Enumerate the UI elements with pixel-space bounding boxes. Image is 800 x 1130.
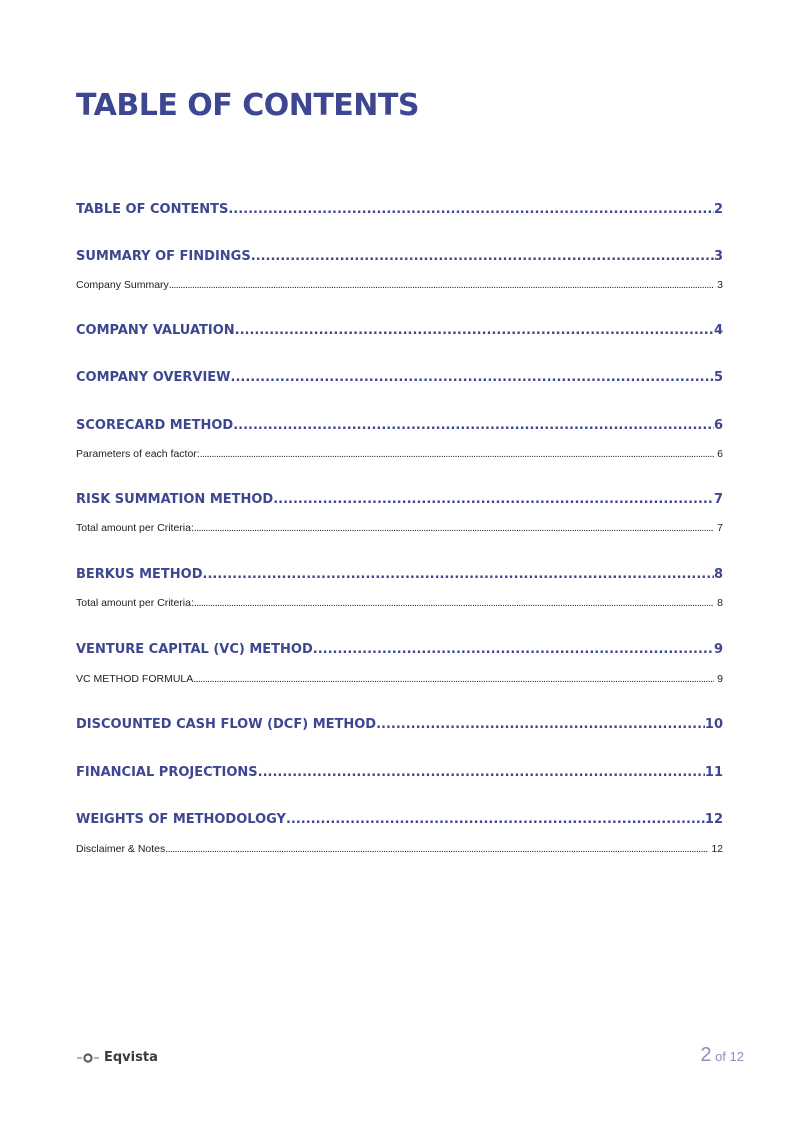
toc-entry-page: 3 bbox=[713, 249, 723, 264]
toc-leader-dots bbox=[251, 249, 714, 264]
toc-entry-label: SUMMARY OF FINDINGS bbox=[76, 249, 251, 264]
toc-leader-dots bbox=[169, 279, 714, 291]
toc-entry-page: 7 bbox=[713, 492, 723, 507]
page-title: TABLE OF CONTENTS bbox=[76, 88, 419, 123]
toc-entry-label: COMPANY VALUATION bbox=[76, 323, 235, 338]
page-number bbox=[700, 1044, 744, 1067]
toc-leader-dots bbox=[200, 448, 714, 460]
eqvista-logo-icon bbox=[77, 1052, 99, 1064]
toc-entry-label: WEIGHTS OF METHODOLOGY bbox=[76, 812, 286, 827]
toc-entry-risk-summation-method[interactable] bbox=[76, 492, 723, 512]
toc-entry-label: FINANCIAL PROJECTIONS bbox=[76, 765, 258, 780]
toc-entry-label: Total amount per Criteria: bbox=[76, 597, 194, 609]
toc-entry-label: Disclaimer & Notes bbox=[76, 843, 166, 855]
toc-entry-page: 2 bbox=[713, 202, 723, 217]
toc-leader-dots bbox=[194, 522, 714, 534]
toc-entry-label: TABLE OF CONTENTS bbox=[76, 202, 229, 217]
toc-entry-page: 10 bbox=[704, 717, 723, 732]
toc-entry-label: Company Summary bbox=[76, 279, 169, 291]
toc-entry-page: 8 bbox=[717, 597, 723, 609]
toc-entry-label: DISCOUNTED CASH FLOW (DCF) METHOD bbox=[76, 717, 377, 732]
toc-entry-page: 5 bbox=[713, 370, 723, 385]
toc-entry-label: BERKUS METHOD bbox=[76, 567, 203, 582]
footer-logo bbox=[77, 1050, 158, 1065]
toc-entry-page: 3 bbox=[717, 279, 723, 291]
toc-entry-page: 12 bbox=[704, 812, 723, 827]
toc-entry-total-amount-per-criteria[interactable] bbox=[76, 597, 723, 613]
toc-entry-label: RISK SUMMATION METHOD bbox=[76, 492, 274, 507]
toc-entry-page: 6 bbox=[713, 418, 723, 433]
toc-entry-summary-of-findings[interactable] bbox=[76, 249, 723, 269]
toc-entry-label: SCORECARD METHOD bbox=[76, 418, 234, 433]
toc-entry-page: 12 bbox=[711, 843, 723, 855]
toc-entry-page: 11 bbox=[704, 765, 723, 780]
toc-entry-weights-of-methodology[interactable] bbox=[76, 812, 723, 832]
toc-entry-page: 4 bbox=[713, 323, 723, 338]
toc-leader-dots bbox=[376, 717, 705, 732]
toc-entry-parameters-of-each-factor[interactable] bbox=[76, 448, 723, 464]
toc-entry-page: 9 bbox=[713, 642, 723, 657]
logo-text: Eqvista bbox=[104, 1050, 158, 1065]
toc-leader-dots bbox=[273, 492, 714, 507]
toc-leader-dots bbox=[258, 765, 705, 780]
toc-leader-dots bbox=[228, 202, 714, 217]
toc-entry-table-of-contents[interactable] bbox=[76, 202, 723, 222]
toc-entry-total-amount-per-criteria[interactable] bbox=[76, 522, 723, 538]
toc-entry-company-overview[interactable] bbox=[76, 370, 723, 390]
toc-entry-page: 8 bbox=[713, 567, 723, 582]
toc-leader-dots bbox=[193, 673, 714, 685]
toc-leader-dots bbox=[286, 812, 705, 827]
toc-leader-dots bbox=[231, 370, 714, 385]
toc-entry-vc-method-formula[interactable] bbox=[76, 673, 723, 689]
toc-entry-page: 6 bbox=[717, 448, 723, 460]
toc-entry-berkus-method[interactable] bbox=[76, 567, 723, 587]
page-number-current: 2 bbox=[700, 1044, 712, 1066]
toc-leader-dots bbox=[165, 843, 708, 855]
toc-entry-company-summary[interactable] bbox=[76, 279, 723, 295]
toc-entry-label: VC METHOD FORMULA bbox=[76, 673, 194, 685]
toc-leader-dots bbox=[313, 642, 714, 657]
toc-leader-dots bbox=[235, 323, 714, 338]
toc-entry-scorecard-method[interactable] bbox=[76, 418, 723, 438]
toc-entry-venture-capital-method[interactable] bbox=[76, 642, 723, 662]
toc-leader-dots bbox=[233, 418, 714, 433]
toc-entry-company-valuation[interactable] bbox=[76, 323, 723, 343]
toc-entry-label: Parameters of each factor: bbox=[76, 448, 200, 460]
toc-entry-label: Total amount per Criteria: bbox=[76, 522, 194, 534]
toc-entry-financial-projections[interactable] bbox=[76, 765, 723, 785]
toc-entry-label: VENTURE CAPITAL (VC) METHOD bbox=[76, 642, 313, 657]
toc-leader-dots bbox=[203, 567, 714, 582]
toc-entry-page: 7 bbox=[717, 522, 723, 534]
toc-leader-dots bbox=[194, 597, 714, 609]
toc-entry-disclaimer-and-notes[interactable] bbox=[76, 843, 723, 859]
page-number-total: of 12 bbox=[711, 1049, 744, 1064]
toc-entry-label: COMPANY OVERVIEW bbox=[76, 370, 231, 385]
toc-entry-dcf-method[interactable] bbox=[76, 717, 723, 737]
toc-entry-page: 9 bbox=[717, 673, 723, 685]
